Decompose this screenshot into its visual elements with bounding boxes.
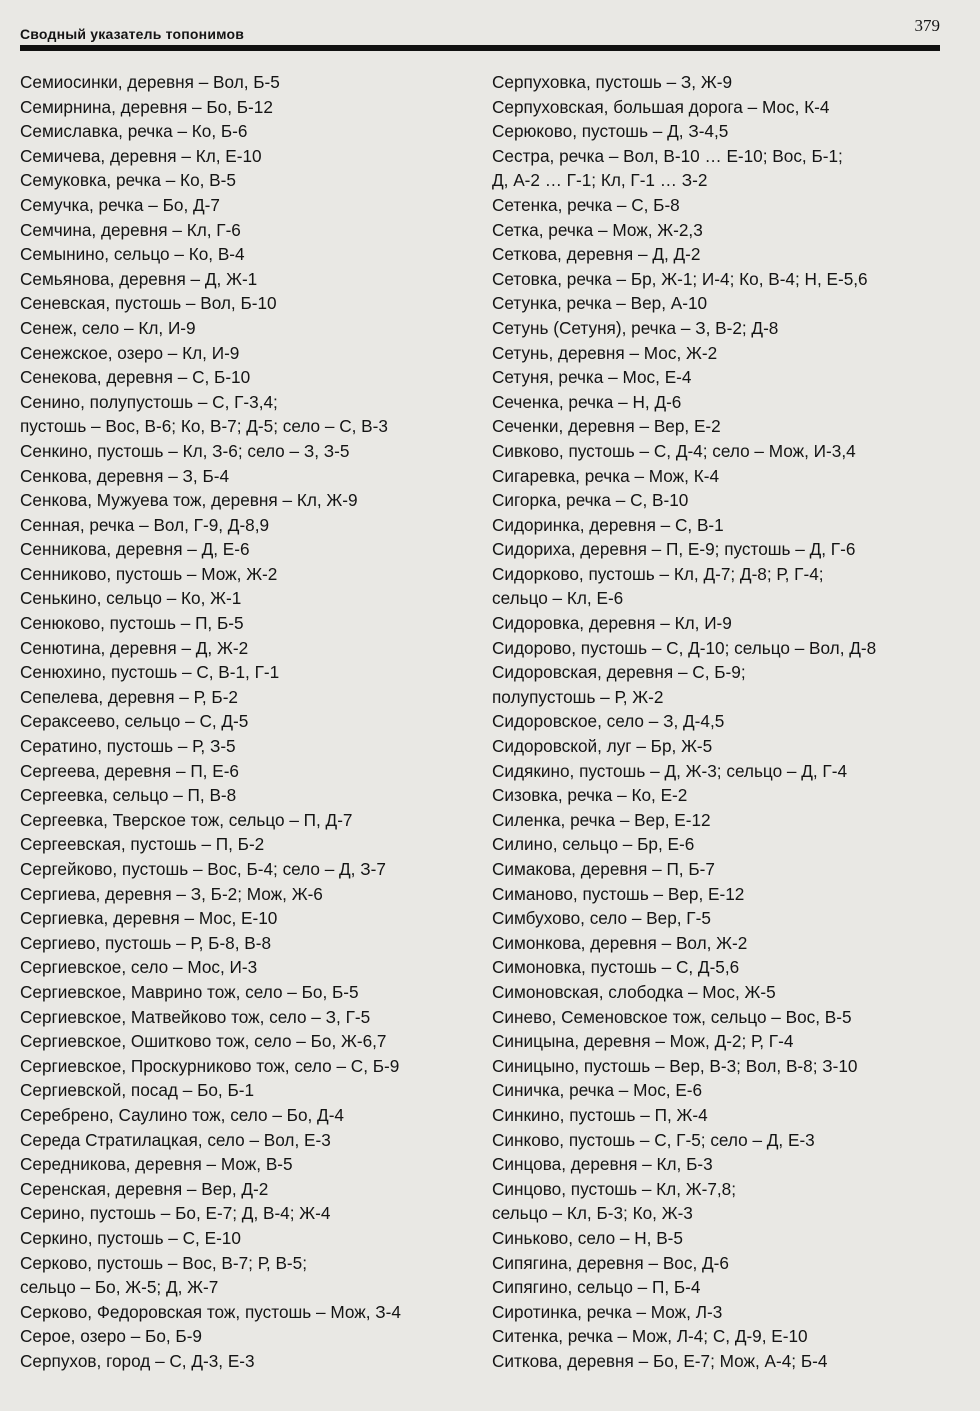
index-entry: Сергиевка, деревня – Мос, Е-10 [20,908,278,929]
index-entry: Сенкова, деревня – З, Б-4 [20,465,230,486]
index-entry: Сизовка, речка – Ко, Е-2 [492,785,688,806]
index-entry: Сенекова, деревня – С, Б-10 [20,367,251,388]
index-entry: Серково, пустошь – Вос, В-7; Р, В-5; [20,1252,307,1273]
index-entry: Сенькино, сельцо – Ко, Ж-1 [20,588,242,609]
index-entry: Синково, пустошь – С, Г-5; село – Д, Е-3 [492,1129,815,1150]
index-entry: полупустошь – Р, Ж-2 [492,686,664,707]
index-entry: Сеткова, деревня – Д, Д-2 [492,244,701,265]
index-entry: Середа Стратилацкая, село – Вол, Е-3 [20,1129,331,1150]
index-entry: Сидоровка, деревня – Кл, И-9 [492,613,732,634]
index-entry: Сенкова, Мужуева тож, деревня – Кл, Ж-9 [20,490,358,511]
index-entry: Синьково, село – Н, В-5 [492,1227,683,1248]
index-entry: Серпухов, город – С, Д-3, Е-3 [20,1350,255,1371]
index-entry: Сенино, полупустошь – С, Г-3,4; [20,391,278,412]
index-entry: Сетунь (Сетуня), речка – З, В-2; Д-8 [492,317,779,338]
index-entry: Сипягино, сельцо – П, Б-4 [492,1277,701,1298]
index-entry: Сеченки, деревня – Вер, Е-2 [492,416,721,437]
index-entry: Семичева, деревня – Кл, Е-10 [20,145,262,166]
index-entry: Сератино, пустошь – Р, З-5 [20,736,236,757]
index-entry: Сивково, пустошь – С, Д-4; село – Мож, И-3,4 [492,440,856,461]
index-entry: Сетунка, речка – Вер, А-10 [492,293,708,314]
index-entry: Сидоровская, деревня – С, Б-9; [492,662,746,683]
index-entry: Сидякино, пустошь – Д, Ж-3; сельцо – Д, Г-4 [492,760,848,781]
index-entry: Д, А-2 … Г-1; Кл, Г-1 … З-2 [492,170,708,191]
index-entry: Сергеевка, Тверское тож, сельцо – П, Д-7 [20,809,353,830]
index-entry: Сергиевской, посад – Бо, Б-1 [20,1080,255,1101]
index-entry: Сепелева, деревня – Р, Б-2 [20,686,238,707]
index-entry: Серенская, деревня – Вер, Д-2 [20,1178,269,1199]
index-entry: Сергеевка, сельцо – П, В-8 [20,785,237,806]
index-entry: Серое, озеро – Бо, Б-9 [20,1326,202,1347]
index-entry: Сенная, речка – Вол, Г-9, Д-8,9 [20,514,270,535]
index-entry: Сенникова, деревня – Д, Е-6 [20,539,250,560]
index-entry: Сиротинка, речка – Мож, Л-3 [492,1301,723,1322]
index-entry: Сигаревка, речка – Мож, К-4 [492,465,720,486]
index-entry: Сергиевское, село – Мос, И-3 [20,957,258,978]
right-index-column [492,70,952,1373]
index-entry: Сергиевское, Матвейково тож, село – З, Г-5 [20,1006,371,1027]
index-entry: Сидорово, пустошь – С, Д-10; сельцо – Вол, Д-8 [492,637,877,658]
index-entry: Семынино, сельцо – Ко, В-4 [20,244,245,265]
index-entry: Серебрено, Саулино тож, село – Бо, Д-4 [20,1104,344,1125]
index-entry: Сергейково, пустошь – Вос, Б-4; село – Д, З-7 [20,859,386,879]
index-entry: Серкино, пустошь – С, Е-10 [20,1227,241,1248]
index-entry: Серюково, пустошь – Д, З-4,5 [492,121,729,142]
index-entry: Сигорка, речка – С, В-10 [492,490,689,511]
index-entry: Симбухово, село – Вер, Г-5 [492,908,711,929]
index-entry: сельцо – Бо, Ж-5; Д, Ж-7 [20,1277,219,1298]
index-entry: Семчина, деревня – Кл, Г-6 [20,219,241,240]
index-entry: пустошь – Вос, В-6; Ко, В-7; Д-5; село – С, В-3 [20,416,388,437]
index-entry: Середникова, деревня – Мож, В-5 [20,1154,293,1175]
index-entry: Сидоровское, село – З, Д-4,5 [492,711,725,732]
index-entry: Семучка, речка – Бо, Д-7 [20,194,220,215]
running-head-title: Сводный указатель топонимов [20,26,245,42]
index-entry: Сенежское, озеро – Кл, И-9 [20,342,240,363]
index-entry: сельцо – Кл, Е-6 [492,588,624,609]
index-entry: Серпуховка, пустошь – З, Ж-9 [492,72,733,92]
index-entry: Синкино, пустошь – П, Ж-4 [492,1104,708,1125]
left-index-column [20,70,480,1373]
index-entry: Семуковка, речка – Ко, В-5 [20,170,236,191]
index-entry: Сетовка, речка – Бр, Ж-1; И-4; Ко, В-4; Н, Е-5,6 [492,268,868,289]
index-entry: Симоновка, пустошь – С, Д-5,6 [492,957,740,978]
index-entry: Синцова, деревня – Кл, Б-3 [492,1154,713,1175]
index-entry: Семиосинки, деревня – Вол, Б-5 [20,72,280,92]
index-entry: Сергиево, пустошь – Р, Б-8, В-8 [20,932,272,953]
index-entry: Серково, Федоровская тож, пустошь – Мож, З-4 [20,1301,401,1322]
index-entry: Сидоринка, деревня – С, В-1 [492,514,724,535]
index-entry: Серино, пустошь – Бо, Е-7; Д, В-4; Ж-4 [20,1203,331,1224]
index-entry: Сенеж, село – Кл, И-9 [20,317,196,338]
index-entry: Симонкова, деревня – Вол, Ж-2 [492,932,748,953]
index-entry: Сипягина, деревня – Вос, Д-6 [492,1252,729,1273]
index-entry: Синицына, деревня – Мож, Д-2; Р, Г-4 [492,1031,794,1052]
index-entry: Сеневская, пустошь – Вол, Б-10 [20,293,277,314]
index-entry: Семирнина, деревня – Бо, Б-12 [20,96,273,117]
index-entry: Сетенка, речка – С, Б-8 [492,194,680,215]
index-entry: Силино, сельцо – Бр, Е-6 [492,834,695,855]
index-entry: Синицыно, пустошь – Вер, В-3; Вол, В-8; З-10 [492,1055,858,1076]
index-entry: Сестра, речка – Вол, В-10 … Е-10; Вос, Б-1; [492,145,843,166]
index-entry: Сергиевское, Проскурниково тож, село – С, Б-9 [20,1055,400,1076]
index-entry: Сергиева, деревня – З, Б-2; Мож, Ж-6 [20,883,323,904]
index-entry: Ситенка, речка – Мож, Л-4; С, Д-9, Е-10 [492,1326,808,1347]
index-entry: Симаново, пустошь – Вер, Е-12 [492,883,745,904]
index-entry: Сергиевское, Ошитково тож, село – Бо, Ж-6,7 [20,1031,387,1052]
index-entry: Ситкова, деревня – Бо, Е-7; Мож, А-4; Б-4 [492,1350,828,1371]
index-entry: Сидориха, деревня – П, Е-9; пустошь – Д, Г-6 [492,539,856,560]
index-entry: Сетунь, деревня – Мос, Ж-2 [492,342,718,363]
index-entry: Сенниково, пустошь – Мож, Ж-2 [20,563,278,584]
index-entry: Сергиевское, Маврино тож, село – Бо, Б-5 [20,981,359,1002]
index-entry: Сидоровской, луг – Бр, Ж-5 [492,736,713,757]
index-entry: Синцово, пустошь – Кл, Ж-7,8; [492,1178,737,1199]
index-entry: сельцо – Кл, Б-3; Ко, Ж-3 [492,1203,693,1224]
page-header [20,12,940,46]
index-entry: Сергеевская, пустошь – П, Б-2 [20,834,265,855]
index-entry: Сенюково, пустошь – П, Б-5 [20,613,244,634]
index-entry: Сенюхино, пустошь – С, В-1, Г-1 [20,662,280,683]
index-entry: Семьянова, деревня – Д, Ж-1 [20,268,258,289]
header-rule [20,45,940,51]
index-entry: Сергеева, деревня – П, Е-6 [20,760,239,781]
index-entry: Синево, Семеновское тож, сельцо – Вос, В-5 [492,1006,852,1027]
page-number: 379 [914,16,940,35]
index-entry: Семиславка, речка – Ко, Б-6 [20,121,248,142]
index-entry: Синичка, речка – Мос, Е-6 [492,1080,703,1101]
index-entry: Серпуховская, большая дорога – Мос, К-4 [492,96,830,117]
index-entry: Симоновская, слободка – Мос, Ж-5 [492,981,776,1002]
index-entry: Сеченка, речка – Н, Д-6 [492,391,682,412]
index-entry: Сенкино, пустошь – Кл, З-6; село – З, З-5 [20,440,350,461]
index-entry: Сетка, речка – Мож, Ж-2,3 [492,219,703,240]
index-entry: Симакова, деревня – П, Б-7 [492,859,715,879]
index-entry: Сенютина, деревня – Д, Ж-2 [20,637,249,658]
index-entry: Сераксеево, сельцо – С, Д-5 [20,711,249,732]
index-entry: Сетуня, речка – Мос, Е-4 [492,367,692,388]
index-entry: Силенка, речка – Вер, Е-12 [492,809,711,830]
index-entry: Сидорково, пустошь – Кл, Д-7; Д-8; Р, Г-4; [492,563,824,584]
